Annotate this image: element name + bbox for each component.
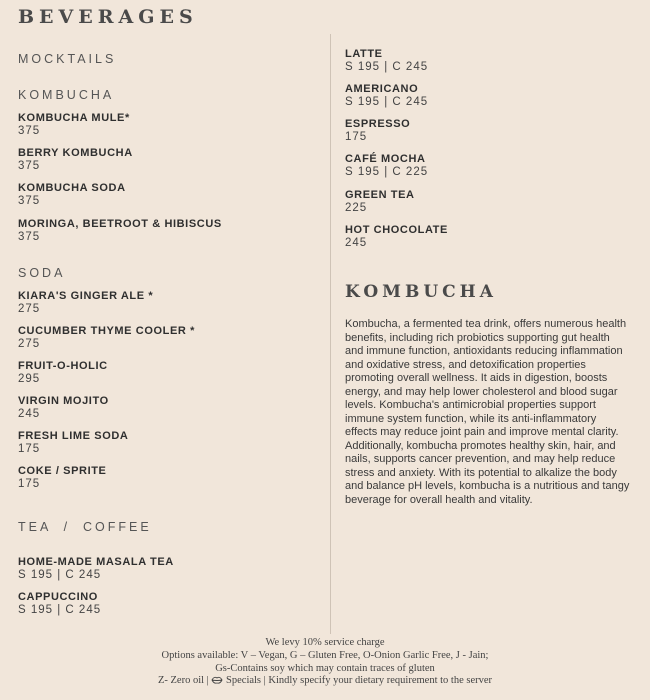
item-name: FRESH LIME SODA [18, 430, 129, 442]
item-name: KOMBUCHA SODA [18, 182, 126, 194]
dietary-requirement-note: Kindly specify your dietary requirement to the server [268, 675, 493, 687]
item-name: HOT CHOCOLATE [345, 224, 448, 236]
item-price: 175 [18, 443, 41, 455]
column-divider [330, 34, 331, 634]
item-name: ESPRESSO [345, 118, 411, 130]
dietary-options-note: Options available: V – Vegan, G – Gluten Free, O-Onion Garlic Free, J - Jain; [161, 649, 489, 661]
item-name: MORINGA, BEETROOT & HIBISCUS [18, 218, 222, 230]
item-price: 175 [18, 478, 41, 490]
item-price: 225 [345, 202, 368, 214]
item-price: S 195 | C 245 [18, 569, 102, 581]
menu-item [18, 556, 174, 582]
menu-item [345, 189, 415, 215]
menu-item [18, 325, 195, 351]
item-price: 375 [18, 160, 41, 172]
item-name: FRUIT-O-HOLIC [18, 360, 108, 372]
menu-item [345, 118, 410, 144]
section-tea-coffee: TEA / COFFEE [18, 520, 152, 534]
item-price: S 195 | C 245 [18, 604, 102, 616]
kombucha-description: Kombucha, a fermented tea drink, offers numerous health benefits, including rich probiotics supporting gut health and immune function, antioxidants reducing inflammation and oxidative stress, and detoxification properties promoting overall wellness. It aids in digestion, boosts energy, and may help lower cholesterol and blood sugar levels. Kombucha's antimicrobial properties support immune system function, while its anti-inflammatory effects may reduce joint pain and improve mental clarity. Additionally, kombucha promotes healthy skin, hair, and nails, supports cancer prevention, and may help reduce stress and anxiety. With its potential to alkalize the body and balance pH levels, kombucha is a nutritious and tangy beverage for overall health and vitality. [345, 318, 630, 506]
menu-item [345, 153, 428, 179]
item-price: S 195 | C 245 [345, 96, 429, 108]
zero-oil-note: Z- Zero oil | [157, 675, 209, 687]
menu-item [18, 395, 109, 421]
menu-item [18, 182, 126, 208]
item-name: KIARA'S GINGER ALE * [18, 290, 154, 302]
item-name: VIRGIN MOJITO [18, 395, 109, 407]
menu-item [18, 147, 133, 173]
menu-item [18, 430, 128, 456]
item-name: HOME-MADE MASALA TEA [18, 556, 174, 568]
kombucha-heading: KOMBUCHA [345, 282, 497, 302]
menu-footer [0, 637, 650, 689]
soy-note: Gs-Contains soy which may contain traces of gluten [215, 662, 435, 674]
item-price: 275 [18, 338, 41, 350]
section-soda: SODA [18, 266, 66, 280]
menu-item [18, 112, 130, 138]
menu-title: BEVERAGES [18, 6, 198, 28]
item-price: 275 [18, 303, 41, 315]
footer-legend [0, 675, 650, 689]
section-mocktails: MOCKTAILS [18, 52, 117, 66]
item-price: 375 [18, 195, 41, 207]
item-name: CAFÉ MOCHA [345, 153, 426, 165]
item-name: CUCUMBER THYME COOLER * [18, 325, 195, 337]
item-name: CAPPUCCINO [18, 591, 98, 603]
item-price: 245 [345, 237, 368, 249]
menu-item [18, 218, 222, 244]
item-name: LATTE [345, 48, 383, 60]
item-name: BERRY KOMBUCHA [18, 147, 133, 159]
item-name: AMERICANO [345, 83, 419, 95]
item-price: 295 [18, 373, 41, 385]
item-price: 375 [18, 125, 41, 137]
section-kombucha: KOMBUCHA [18, 88, 115, 102]
service-charge-note: We levy 10% service charge [265, 637, 385, 648]
item-name: COKE / SPRITE [18, 465, 107, 477]
specials-note: Specials | [226, 675, 266, 687]
item-price: S 195 | C 245 [345, 61, 429, 73]
item-price: 175 [345, 131, 368, 143]
lips-icon [211, 676, 223, 689]
item-price: S 195 | C 225 [345, 166, 429, 178]
item-name: GREEN TEA [345, 189, 415, 201]
item-price: 375 [18, 231, 41, 243]
menu-item [18, 290, 153, 316]
menu-item [18, 360, 108, 386]
menu-item [18, 465, 106, 491]
menu-item [345, 83, 428, 109]
item-name: KOMBUCHA MULE* [18, 112, 130, 124]
menu-item [18, 591, 101, 617]
menu-item [345, 48, 428, 74]
item-price: 245 [18, 408, 41, 420]
menu-item [345, 224, 448, 250]
